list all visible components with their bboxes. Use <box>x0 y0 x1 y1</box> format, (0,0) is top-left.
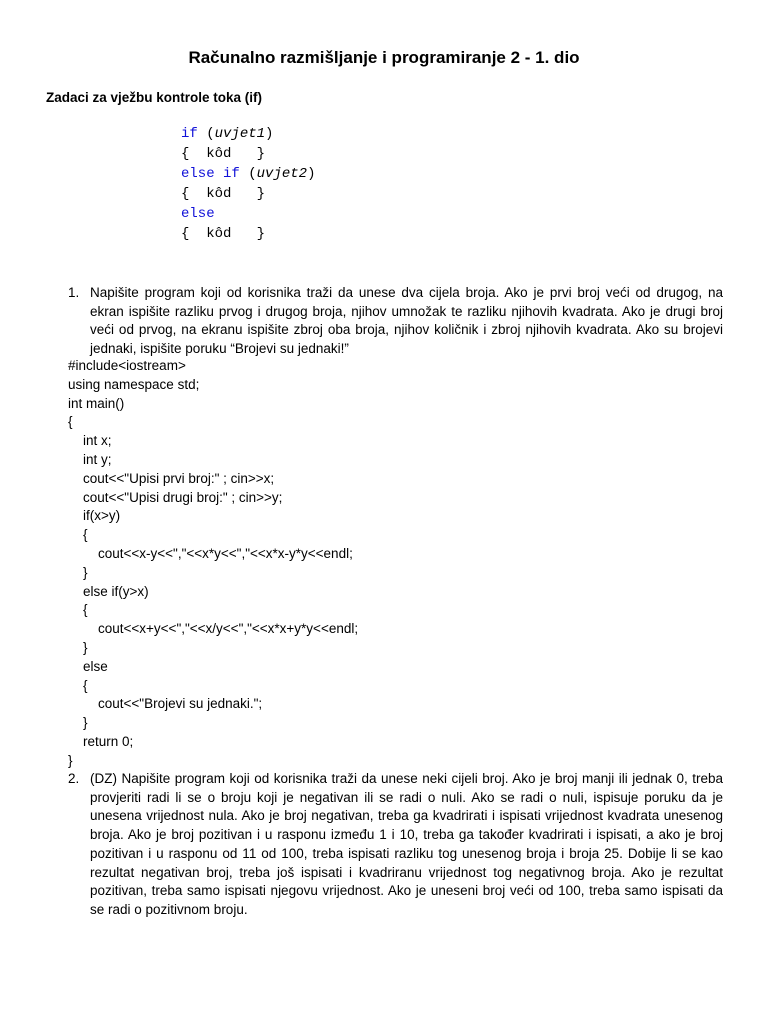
code-line: else <box>68 658 108 674</box>
code-line: } <box>68 752 73 768</box>
page-title: Računalno razmišljanje i programiranje 2 - 1. dio <box>188 48 580 67</box>
code-line: cout<<"Upisi drugi broj:" ; cin>>y; <box>68 489 283 505</box>
code-line: int main() <box>68 395 125 411</box>
task-text: Napišite program koji od korisnika traži da unese dva cijela broja. Ako je prvi broj veći od drugog, na ekran ispišite razliku prvog i drugog broja, njihov umnožak te razliku njihovih kvadrata. Ako je drugi broj veći od prvog, na ekranu ispišite zbroj oba broja, njihov količnik i zbroj njihovih kvadrata. Ako su brojevi jednaki, ispišite poruku “Brojevi su jednaki!” <box>90 285 723 357</box>
task-number: 1. <box>68 285 80 300</box>
code-line: } <box>68 639 88 655</box>
if-syntax-block: if (uvjet1) { kôd } else if (uvjet2) { kôd } else { kôd } <box>181 126 316 242</box>
syntax-condition-1: uvjet1 <box>214 126 266 142</box>
syntax-else-keyword: else <box>181 166 215 182</box>
code-line: { <box>68 414 73 430</box>
section-heading: Zadaci za vježbu kontrole toka (if) <box>46 90 263 105</box>
syntax-code-line: { kôd } <box>181 226 266 242</box>
code-line: cout<<"Upisi prvi broj:" ; cin>>x; <box>68 470 275 486</box>
code-line: int x; <box>68 433 112 449</box>
syntax-if-keyword: if <box>181 126 198 142</box>
code-line: int y; <box>68 451 112 467</box>
code-line: cout<<x+y<<","<<x/y<<","<<x*x+y*y<<endl; <box>68 621 359 637</box>
code-listing <box>68 357 358 771</box>
syntax-if-keyword: if <box>223 166 240 182</box>
code-line: } <box>68 715 88 731</box>
task-number: 2. <box>68 771 80 786</box>
code-line: } <box>68 564 88 580</box>
code-line: { <box>68 677 88 693</box>
syntax-condition-2: uvjet2 <box>256 166 308 182</box>
code-line: #include<iostream> <box>68 358 186 373</box>
task-text: (DZ) Napišite program koji od korisnika traži da unese neki cijeli broj. Ako je broj manji ili jednak 0, treba provjeriti radi li se o broju koji je negativan ili se radi o nuli. Ako se radi o nuli, ispisuje poruku da je unesena vrijednost nula. Ako je broj negativan, treba ga kvadrirati i ispisati vrijednost kvadrata unesenog broja. Ako je broj pozitivan i u rasponu između 1 i 10, treba ga također kvadrirati i ispisati, a ako je broj pozitivan i u rasponu od 11 od 100, treba ispisati razliku tog unesenog broja i broja 25. Dobije li se kao rezultat negativan broj, treba još ispisati i kvadriranu vrijednost tog negativnog broja. Ako je rezultat pozitivan, treba samo ispisati njegovu vrijednost. Ako je uneseni broj veći od 100, treba samo ispisati da se radi o pozitivnom broju. <box>90 771 723 917</box>
code-line: { <box>68 602 88 618</box>
code-line: if(x>y) <box>68 508 121 524</box>
code-line: cout<<"Brojevi su jednaki."; <box>68 696 263 712</box>
code-line: using namespace std; <box>68 376 200 392</box>
task-item <box>68 770 723 920</box>
code-line: else if(y>x) <box>68 583 149 599</box>
code-line: { <box>68 527 88 543</box>
syntax-else-keyword: else <box>181 206 215 222</box>
syntax-code-line: { kôd } <box>181 186 266 202</box>
code-line: cout<<x-y<<","<<x*y<<","<<x*x-y*y<<endl; <box>68 545 353 561</box>
task-item <box>68 284 723 359</box>
syntax-code-line: { kôd } <box>181 146 266 162</box>
code-line: return 0; <box>68 733 134 749</box>
